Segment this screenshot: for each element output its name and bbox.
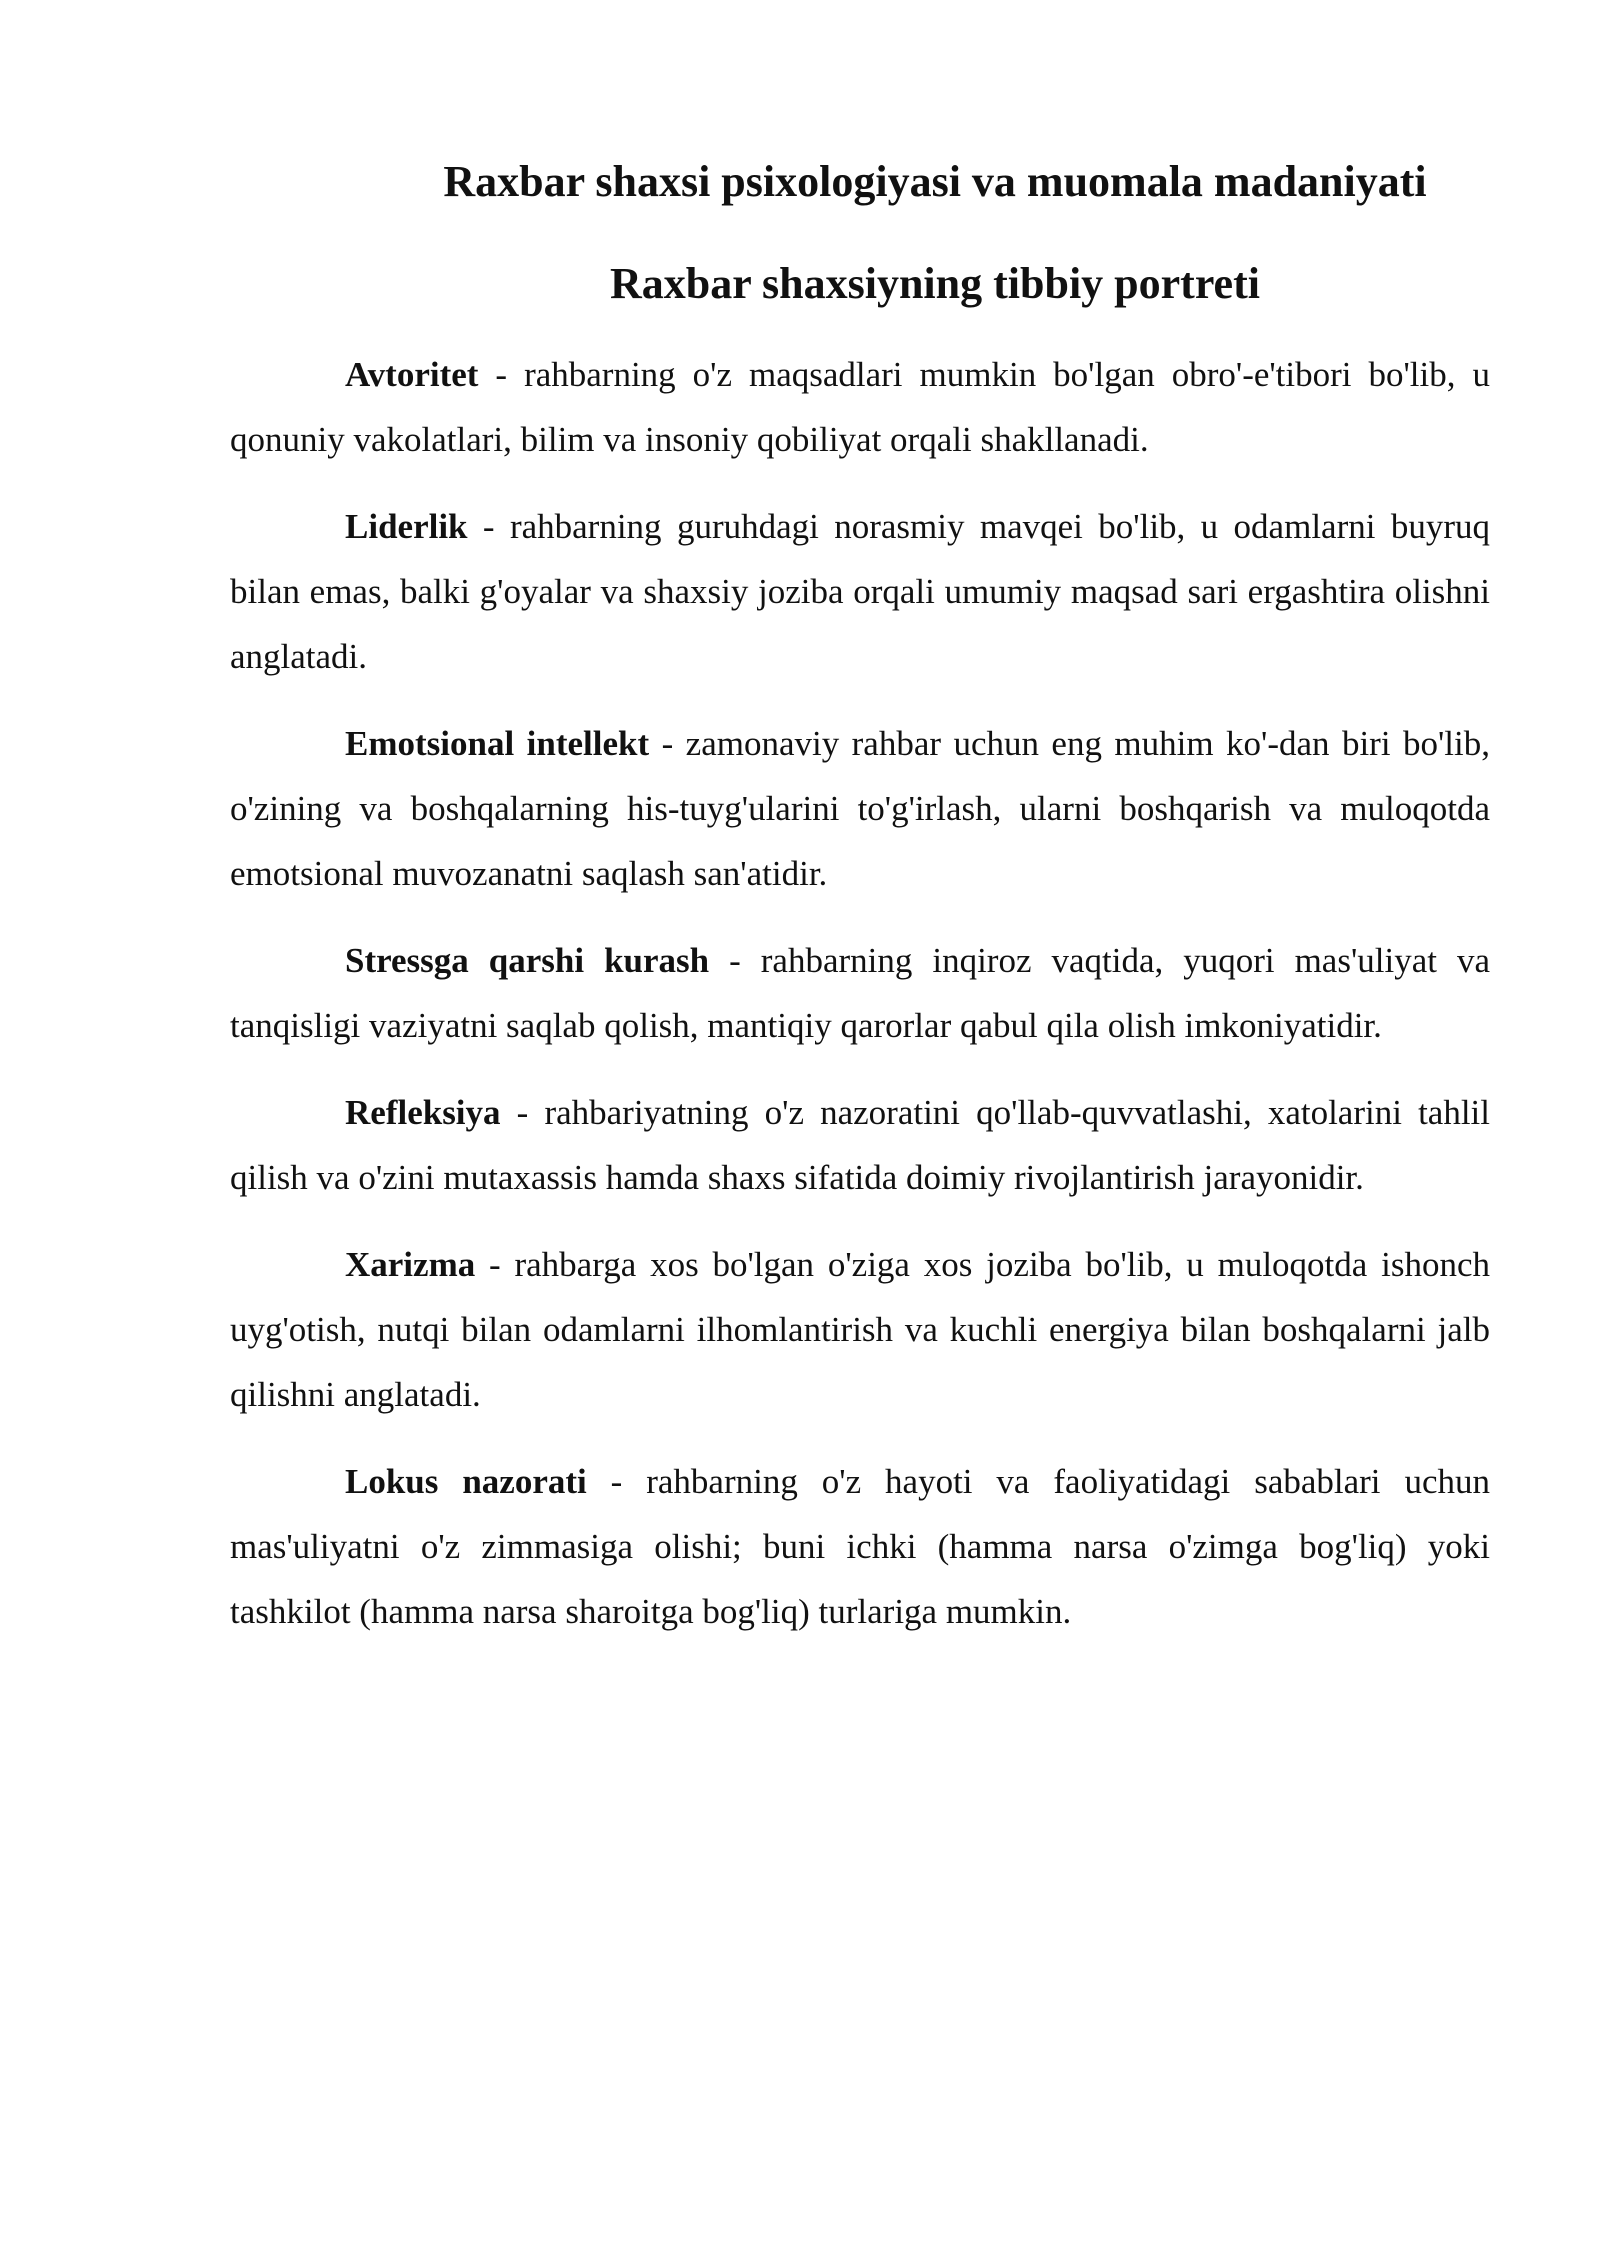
paragraph-term: Emotsional intellekt: [345, 724, 650, 763]
paragraph-text: - zamonaviy rahbar uchun eng muhim ko'-dan biri bo'lib, o'zining va boshqalarning his-tuyg'ularini to'g'irlash, ularni boshqarish va muloqotda emotsional muvozanatni saqlash san'atidir.: [230, 724, 1490, 893]
paragraph-stressga-qarshi-kurash: [230, 928, 1490, 1058]
paragraph-text: - rahbarga xos bo'lgan o'ziga xos joziba bo'lib, u muloqotda ishonch uyg'otish, nutqi bilan odamlarni ilhomlantirish va kuchli energiya bilan boshqalarni jalb qilishni anglatadi.: [230, 1245, 1490, 1414]
paragraph-lokus-nazorati: [230, 1449, 1490, 1644]
paragraph-avtoritet: [230, 342, 1490, 472]
paragraph-term: Lokus nazorati: [345, 1462, 587, 1501]
paragraph-term: Stressga qarshi kurash: [345, 941, 710, 980]
paragraph-text: - rahbarning inqiroz vaqtida, yuqori mas'uliyat va tanqisligi vaziyatni saqlab qolish, mantiqiy qarorlar qabul qila olish imkoniyatidir.: [230, 941, 1490, 1045]
document-subtitle: Raxbar shaxsiyning tibbiy portreti: [610, 259, 1260, 308]
paragraph-text: - rahbariyatning o'z nazoratini qo'llab-quvvatlashi, xatolarini tahlil qilish va o'zini mutaxassis hamda shaxs sifatida doimiy rivojlantirish jarayonidir.: [230, 1093, 1490, 1197]
paragraph-term: Liderlik: [345, 507, 468, 546]
paragraph-term: Refleksiya: [345, 1093, 501, 1132]
paragraph-text: - rahbarning o'z maqsadlari mumkin bo'lgan obro'-e'tibori bo'lib, u qonuniy vakolatlari, bilim va insoniy qobiliyat orqali shakllanadi.: [230, 355, 1490, 459]
paragraph-emotsional-intellekt: [230, 711, 1490, 906]
paragraph-liderlik: [230, 494, 1490, 689]
document-title: Raxbar shaxsi psixologiyasi va muomala madaniyati: [443, 157, 1427, 206]
document-page: [230, 150, 1490, 1666]
paragraph-term: Avtoritet: [345, 355, 479, 394]
paragraph-xarizma: [230, 1232, 1490, 1427]
paragraph-refleksiya: [230, 1080, 1490, 1210]
paragraph-text: - rahbarning o'z hayoti va faoliyatidagi sabablari uchun mas'uliyatni o'z zimmasiga olishi; buni ichki (hamma narsa o'zimga bog'liq) yoki tashkilot (hamma narsa sharoitga bog'liq) turlariga mumkin.: [230, 1462, 1490, 1631]
paragraph-term: Xarizma: [345, 1245, 476, 1284]
paragraph-text: - rahbarning guruhdagi norasmiy mavqei bo'lib, u odamlarni buyruq bilan emas, balki g'oyalar va shaxsiy joziba orqali umumiy maqsad sari ergashtira olishni anglatadi.: [230, 507, 1490, 676]
